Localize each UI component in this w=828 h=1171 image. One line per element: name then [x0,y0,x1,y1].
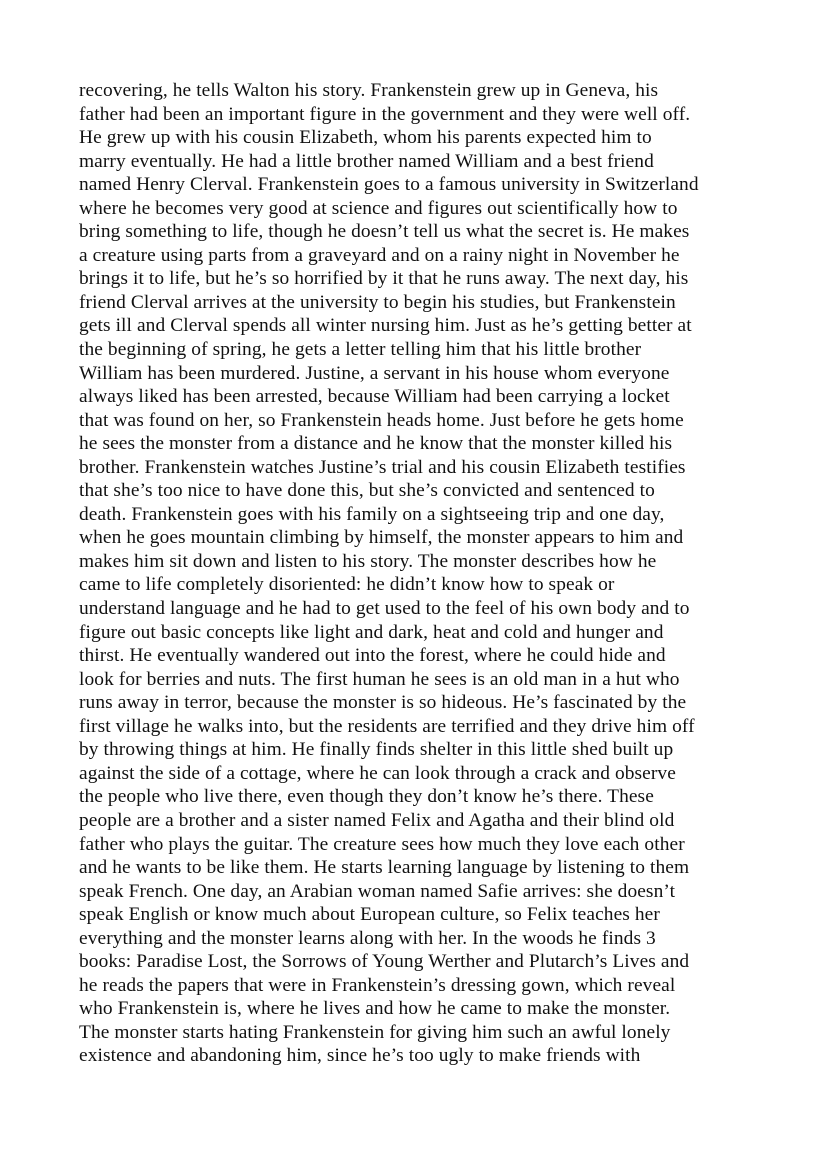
body-text-line: makes him sit down and listen to his story. The monster describes how he [79,550,657,572]
body-text-line: always liked has been arrested, because William had been carrying a locket [79,386,670,408]
body-text-line: gets ill and Clerval spends all winter nursing him. Just as he’s getting better at [79,315,692,337]
body-text-line: He grew up with his cousin Elizabeth, whom his parents expected him to [79,127,652,149]
body-text-line: named Henry Clerval. Frankenstein goes to a famous university in Switzerland [79,174,699,196]
body-text-block [79,79,751,1068]
body-text-line: and he wants to be like them. He starts learning language by listening to them [79,857,690,879]
body-text-line: runs away in terror, because the monster is so hideous. He’s fascinated by the [79,692,687,714]
body-text-line: when he goes mountain climbing by himself, the monster appears to him and [79,527,684,549]
body-text-line: father had been an important figure in the government and they were well off. [79,103,691,125]
body-text-line: existence and abandoning him, since he’s too ugly to make friends with [79,1045,641,1067]
body-text-line: books: Paradise Lost, the Sorrows of Young Werther and Plutarch’s Lives and [79,951,690,973]
body-text-line: speak English or know much about European culture, so Felix teaches her [79,904,660,926]
body-text-line: he sees the monster from a distance and he know that the monster killed his [79,433,673,455]
body-text-line: look for berries and nuts. The first human he sees is an old man in a hut who [79,668,680,690]
body-text-line: people are a brother and a sister named Felix and Agatha and their blind old [79,809,675,831]
body-text-line: that was found on her, so Frankenstein heads home. Just before he gets home [79,409,684,431]
body-text-line: thirst. He eventually wandered out into the forest, where he could hide and [79,645,666,667]
body-text-line: understand language and he had to get used to the feel of his own body and to [79,598,690,620]
body-text-line: speak French. One day, an Arabian woman named Safie arrives: she doesn’t [79,880,676,902]
body-text-line: brings it to life, but he’s so horrified by it that he runs away. The next day, his [79,268,689,290]
body-text-line: who Frankenstein is, where he lives and how he came to make the monster. [79,998,671,1020]
body-text-line: came to life completely disoriented: he didn’t know how to speak or [79,574,615,596]
body-text-line: figure out basic concepts like light and dark, heat and cold and hunger and [79,621,664,643]
body-text-line: he reads the papers that were in Frankenstein’s dressing gown, which reveal [79,974,676,996]
body-text-line: friend Clerval arrives at the university to begin his studies, but Frankenstein [79,291,676,313]
body-text-line: first village he walks into, but the residents are terrified and they drive him off [79,715,695,737]
body-text-line: by throwing things at him. He finally finds shelter in this little shed built up [79,739,674,761]
body-text-line: marry eventually. He had a little brother named William and a best friend [79,150,654,172]
body-text-line: the people who live there, even though they don’t know he’s there. These [79,786,654,808]
body-text-line: bring something to life, though he doesn’t tell us what the secret is. He makes [79,221,690,243]
body-text-line: where he becomes very good at science and figures out scientifically how to [79,197,678,219]
body-text-line: that she’s too nice to have done this, but she’s convicted and sentenced to [79,480,655,502]
body-text-line: recovering, he tells Walton his story. Frankenstein grew up in Geneva, his [79,80,659,101]
body-text-line: a creature using parts from a graveyard and on a rainy night in November he [79,244,680,266]
body-text-line: the beginning of spring, he gets a letter telling him that his little brother [79,339,642,361]
body-text-line: father who plays the guitar. The creature sees how much they love each other [79,833,685,855]
body-text-line: everything and the monster learns along with her. In the woods he finds 3 [79,927,656,949]
body-text-line: against the side of a cottage, where he can look through a crack and observe [79,762,676,784]
body-text-line: death. Frankenstein goes with his family on a sightseeing trip and one day, [79,503,665,525]
body-text-line: brother. Frankenstein watches Justine’s trial and his cousin Elizabeth testifies [79,456,686,478]
body-text-line: William has been murdered. Justine, a servant in his house whom everyone [79,362,670,384]
body-text-line: The monster starts hating Frankenstein for giving him such an awful lonely [79,1021,671,1043]
